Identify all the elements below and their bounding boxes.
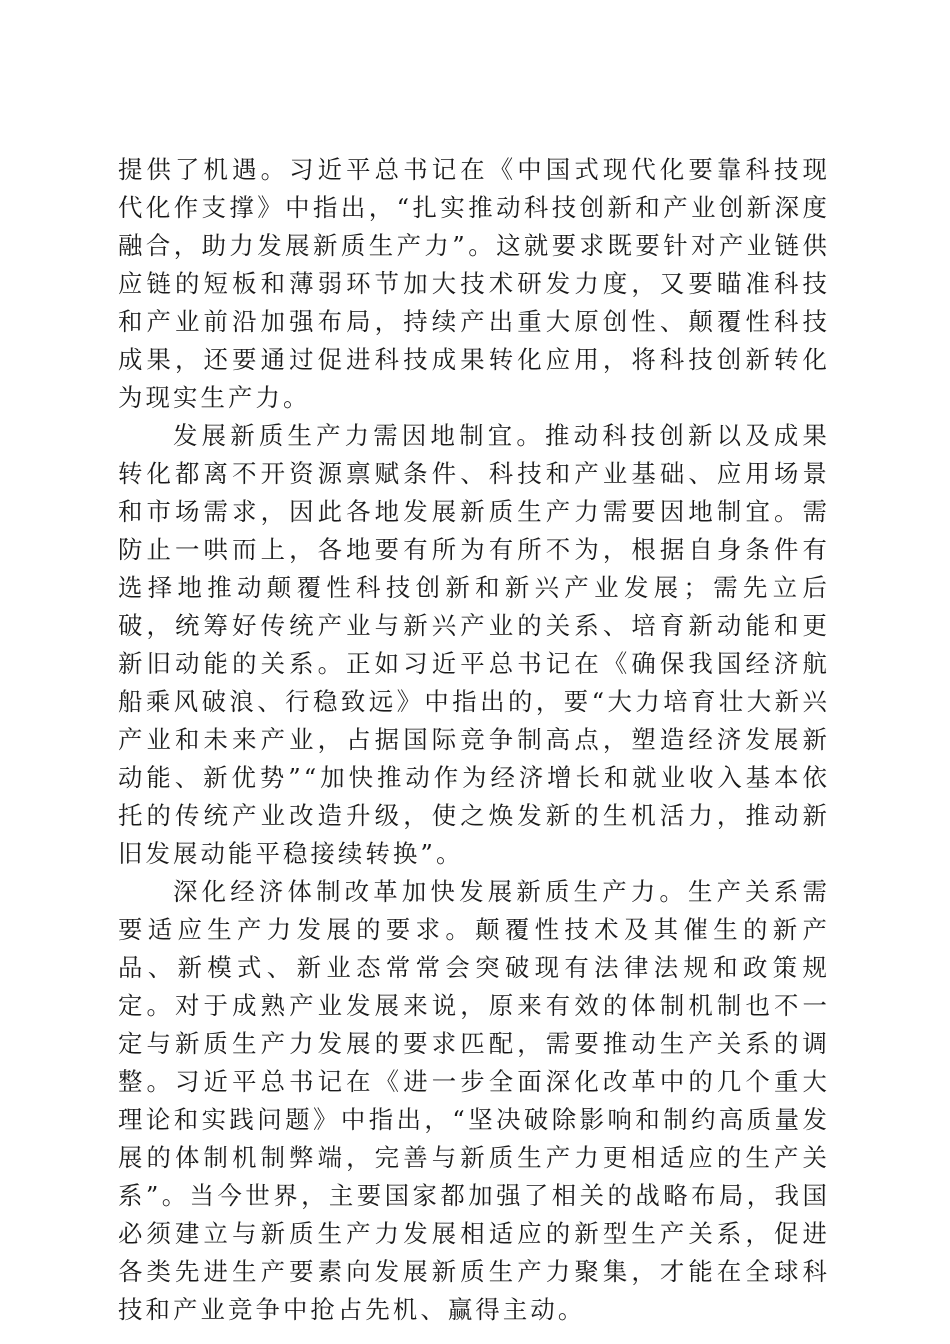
paragraph-economic-reform: 深化经济体制改革加快发展新质生产力。生产关系需要适应生产力发展的要求。颠覆性技术及其催生的新产品、新模式、新业态常常会突破现有法律法规和政策规定。对于成熟产业发展来说，原来有效的体制机制也不一定与新质生产力发展的要求匹配，需要推动生产关系的调整。习近平总书记在《进一步全面深化改革中的几个重大理论和实践问题》中指出，“坚决破除影响和制约高质量发展的体制机制弊端，完善与新质生产力更相适应的生产关系”。当今世界，主要国家都加强了相关的战略布局，我国必须建立与新质生产力发展相适应的新型生产关系，促进各类先进生产要素向发展新质生产力聚集，才能在全球科技和产业竞争中抢占先机、赢得主动。 xyxy=(118,877,830,1324)
paragraph-local-conditions: 发展新质生产力需因地制宜。推动科技创新以及成果转化都离不开资源禀赋条件、科技和产业基础、应用场景和市场需求，因此各地发展新质生产力需要因地制宜。需防止一哄而上，各地要有所为有所不为，根据自身条件有选择地推动颠覆性科技创新和新兴产业发展；需先立后破，统筹好传统产业与新兴产业的关系、培育新动能和更新旧动能的关系。正如习近平总书记在《确保我国经济航船乘风破浪、行稳致远》中指出的，要“大力培育壮大新兴产业和未来产业，占据国际竞争制高点，塑造经济发展新动能、新优势”“加快推动作为经济增长和就业收入基本依托的传统产业改造升级，使之焕发新的生机活力，推动新旧发展动能平稳接续转换”。 xyxy=(118,421,830,868)
document-body xyxy=(118,151,830,1329)
paragraph-continuation: 提供了机遇。习近平总书记在《中国式现代化要靠科技现代化作支撑》中指出，“扎实推动科技创新和产业创新深度融合，助力发展新质生产力”。这就要求既要针对产业链供应链的短板和薄弱环节加大技术研发力度，又要瞄准科技和产业前沿加强布局，持续产出重大原创性、颠覆性科技成果，还要通过促进科技成果转化应用，将科技创新转化为现实生产力。 xyxy=(118,155,830,412)
